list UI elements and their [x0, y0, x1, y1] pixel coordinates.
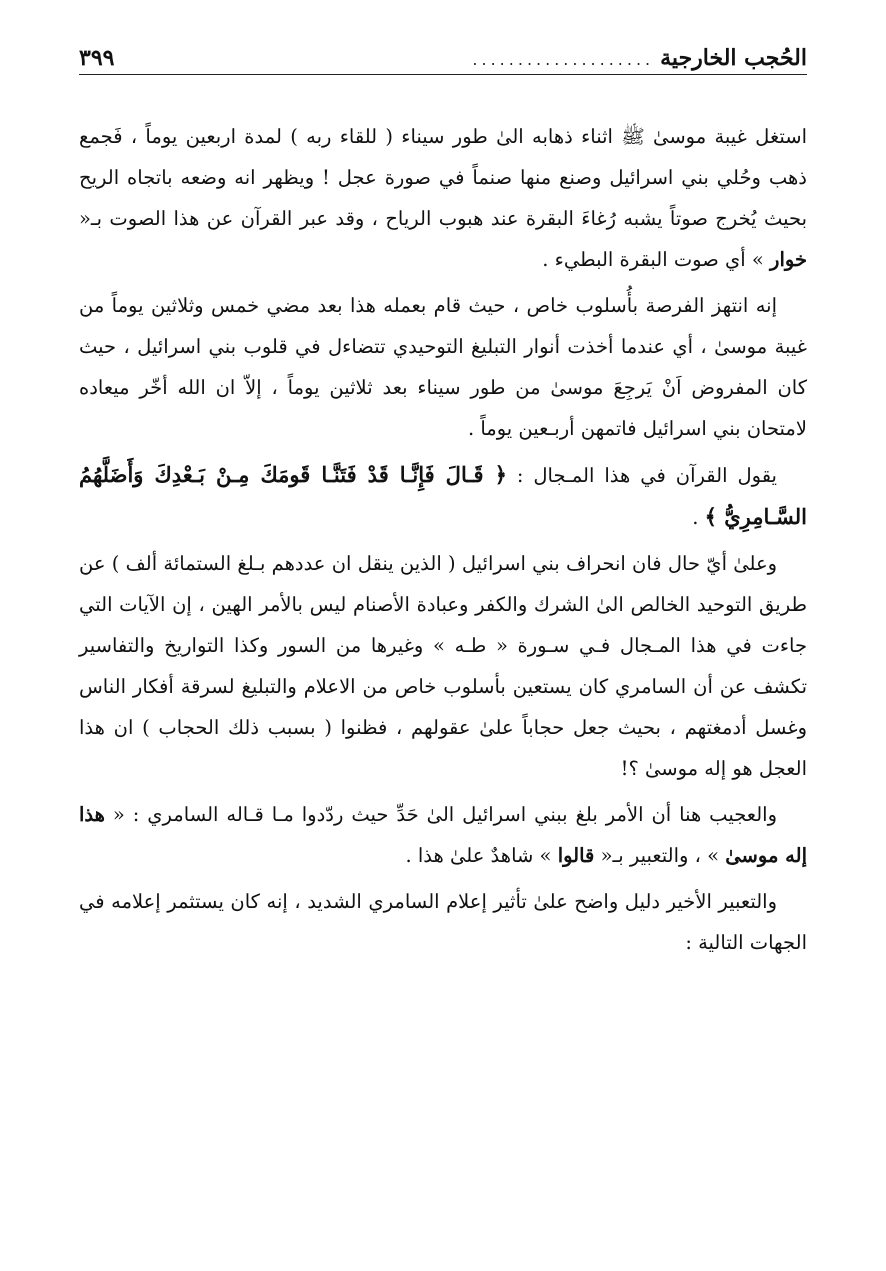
- paragraph-1-bold: خوار: [770, 248, 807, 271]
- paragraph-6-text: والتعبير الأخير دليل واضح علىٰ تأثير إعلام السامري الشديد ، إنه كان يستثمر إعلامه في الجهات التالية :: [79, 890, 807, 954]
- paragraph-3-after: .: [692, 506, 705, 529]
- paragraph-4: [79, 543, 807, 789]
- page-number: ٣٩٩: [79, 45, 115, 71]
- paragraph-5-bold-word: قالوا: [557, 844, 595, 867]
- paragraph-4-text: وعلىٰ أيّ حال فان انحراف بني اسرائيل ( الذين ينقل ان عددهم بـلغ الستمائة ألف ) عن طريق التوحيد الخالص الىٰ الشرك والكفر وعبادة الأصنام ليس بالأمر الهين ، إن الآيات التي جاءت في هذا المـجال فـي سـورة « طـه » وغيرها من السور وكذا التواريخ والتفاسير تكشف عن أن السامري كان يستعين بأسلوب خاص من الاعلام والتبليغ لسرقة أفكار الناس وغسل أدمغتهم ، بحيث جعل حجاباً علىٰ عقولهم ، فظنوا ( بسبب ذلك الحجاب ) ان هذا العجل هو إله موسىٰ ؟!: [79, 552, 807, 780]
- paragraph-1: [79, 116, 807, 280]
- paragraph-1-text: استغل غيبة موسىٰ ﷺ اثناء ذهابه الىٰ طور سيناء ( للقاء ربه ) لمدة اربعين يوماً ، فَجمع ذهب وحُلي بني اسرائيل وصنع منها صنماً في صورة عجل ! ويظهر انه وضعه باتجاه الريح بحيث يُخرج صوتاً يشبه رُغاءَ البقرة عند هبوب الرياح ، وقد عبر القرآن عن هذا الصوت بـ«: [79, 125, 807, 230]
- paragraph-5-text: والعجيب هنا أن الأمر بلغ ببني اسرائيل الىٰ حَدِّ حيث ردّدوا مـا قـاله السامري : «: [104, 803, 777, 826]
- paragraph-5-mid: » ، والتعبير بـ«: [594, 844, 726, 867]
- paragraph-5: [79, 794, 807, 876]
- quran-verse: ﴿ قَـالَ فَإِنَّـا قَدْ فَتَنَّـا قَومَكَ مِـنْ بَـعْدِكَ وَأَضَلَّهُمُ السَّـامِرِيُّ ﴾: [79, 462, 807, 529]
- running-title: الحُجب الخارجية: [660, 45, 807, 71]
- paragraph-5-bold-quote: هذا إله موسىٰ: [79, 803, 807, 867]
- header-dot-leader: ....................: [472, 50, 655, 69]
- paragraph-3-text: يقول القرآن في هذا المـجال :: [506, 464, 777, 487]
- paragraph-2-text: إنه انتهز الفرصة بأُسلوب خاص ، حيث قام بعمله هذا بعد مضي خمس وثلاثين يوماً من غيبة موسىٰ ، أي عندما أخذت أنوار التبليغ التوحيدي تتضاءل في قلوب بني اسرائيل ، حيث كان المفروض اَنْ يَرجِعَ موسىٰ من طور سيناء بعد ثلاثين يوماً ، إلاّ ان الله أخّر ميعاده لامتحان بني اسرائيل فاتمهن أربـعين يوماً .: [79, 294, 807, 440]
- paragraph-3: [79, 454, 807, 538]
- paragraph-5-after: » شاهدٌ علىٰ هذا .: [405, 844, 558, 867]
- body-text: [79, 116, 807, 968]
- paragraph-6: [79, 881, 807, 963]
- paragraph-2: [79, 285, 807, 449]
- page-header: [79, 34, 807, 75]
- paragraph-1-after: » أي صوت البقرة البطيء .: [542, 248, 771, 271]
